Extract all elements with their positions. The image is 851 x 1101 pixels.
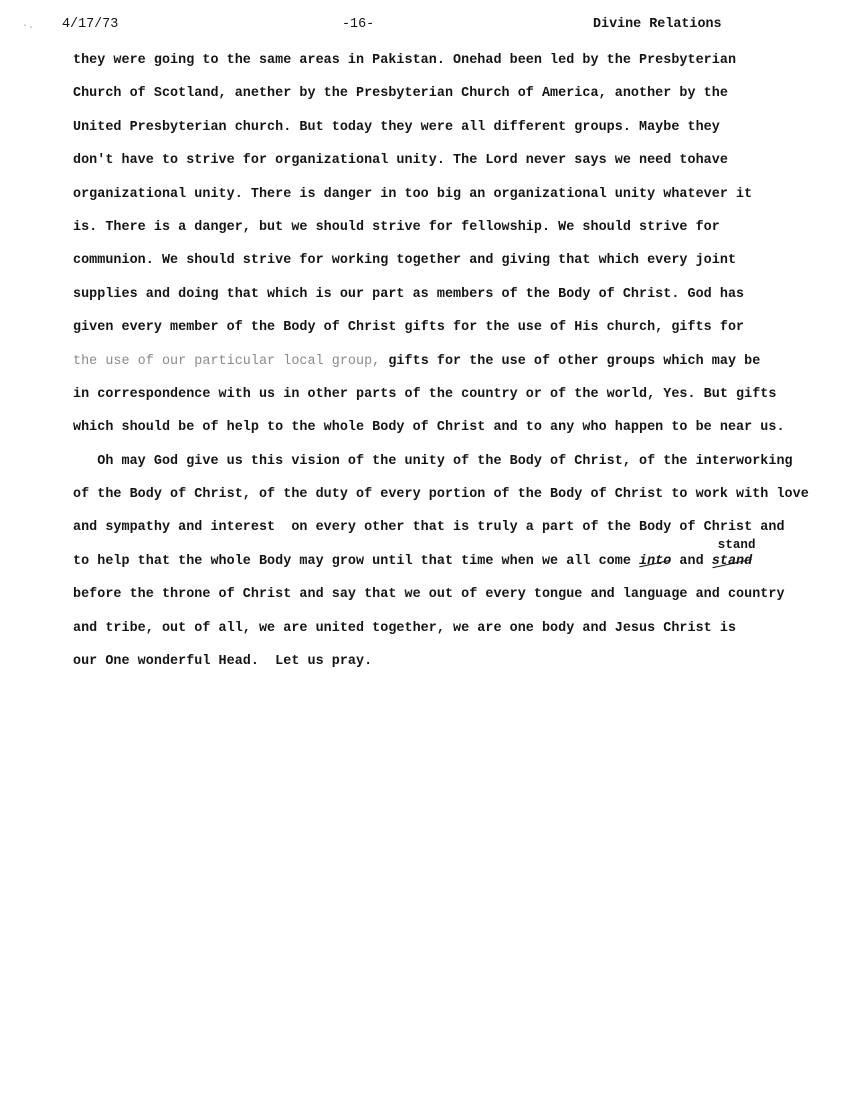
- text-line: our One wonderful Head. Let us pray.: [73, 654, 373, 670]
- page-header: [0, 17, 851, 37]
- text-line: [73, 351, 843, 384]
- struck-text: stand: [712, 551, 752, 573]
- text-line: and sympathy and interest on every other that is truly a part of the Body of Christ and: [73, 520, 785, 536]
- text-line: of the Body of Christ, of the duty of every portion of the Body of Christ to work with love: [73, 487, 809, 503]
- text-fragment: and: [671, 553, 712, 569]
- text-line: United Presbyterian church. But today they were all different groups. Maybe they: [73, 119, 720, 135]
- faint-text: the use of our particular local group,: [73, 353, 381, 369]
- paragraph-1: [73, 50, 843, 451]
- correction-wrap: [711, 537, 756, 573]
- text-fragment: gifts for the use of other groups which may be: [380, 353, 761, 369]
- text-line: Church of Scotland, anether by the Presbyterian Church of America, another by the: [73, 86, 728, 102]
- header-page-number: -16-: [342, 17, 375, 32]
- text-line: they were going to the same areas in Pakistan. Onehad been led by the Presbyterian: [73, 53, 737, 68]
- text-line: organizational unity. There is danger in too big an organizational unity whatever it: [73, 186, 753, 202]
- text-line: don't have to strive for organizational unity. The Lord never says we need tohave: [73, 153, 728, 169]
- text-fragment: to help that the whole Body may grow until that time when we all come: [73, 553, 639, 569]
- text-line: is. There is a danger, but we should strive for fellowship. We should strive for: [73, 219, 720, 235]
- text-line: and tribe, out of all, we are united together, we are one body and Jesus Christ is: [73, 620, 737, 636]
- text-line: Oh may God give us this vision of the unity of the Body of Christ, of the interworking: [73, 453, 793, 469]
- paragraph-2: [73, 451, 843, 685]
- text-line: before the throne of Christ and say that we out of every tongue and language and country: [73, 587, 785, 603]
- text-line: in correspondence with us in other parts of the country or of the world, Yes. But gifts: [73, 386, 777, 402]
- body-text: [73, 50, 843, 684]
- header-date: 4/17/73: [62, 17, 119, 32]
- header-mark: ·.: [22, 21, 35, 32]
- struck-text: into: [639, 551, 671, 573]
- header-title: Divine Relations: [593, 17, 722, 32]
- text-line: which should be of help to the whole Body of Christ and to any who happen to be near us.: [73, 420, 785, 436]
- text-line: supplies and doing that which is our part as members of the Body of Christ. God has: [73, 286, 745, 302]
- text-line: [73, 537, 843, 584]
- text-line: communion. We should strive for working together and giving that which every joint: [73, 253, 737, 269]
- text-line: given every member of the Body of Christ gifts for the use of His church, gifts for: [73, 320, 745, 336]
- inserted-correction: stand: [717, 537, 756, 552]
